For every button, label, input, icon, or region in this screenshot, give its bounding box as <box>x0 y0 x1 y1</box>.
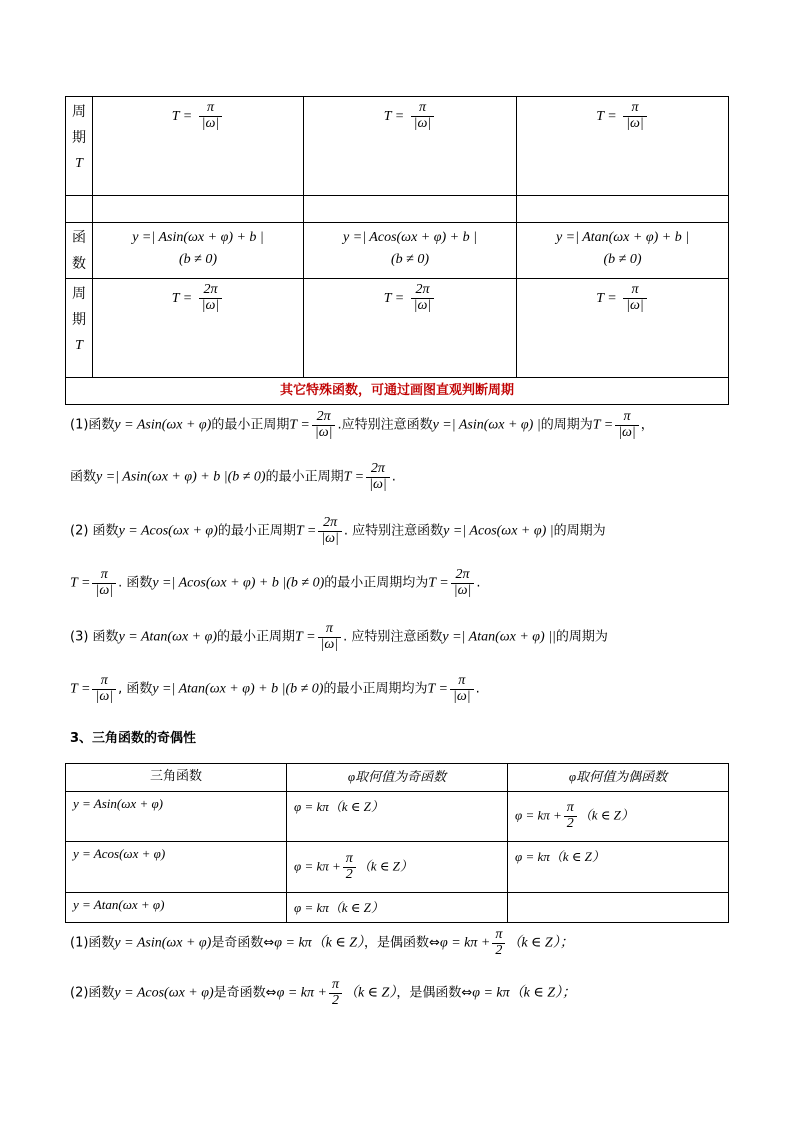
label-char: 期 <box>72 130 86 146</box>
row-even <box>508 792 729 842</box>
text: ， <box>640 417 654 433</box>
numerator: π <box>331 977 339 992</box>
parity-table <box>65 763 729 923</box>
fraction <box>411 101 435 131</box>
text: 的最小正周期均为 <box>324 575 429 591</box>
text: 是奇函数⇔ <box>213 985 277 1001</box>
para-2b <box>70 568 480 598</box>
denominator: 2 <box>343 867 356 883</box>
text: 是奇函数⇔ <box>211 935 275 951</box>
text: .应特别注意函数 <box>337 417 433 433</box>
numerator: 2π <box>415 282 430 297</box>
condition: （k ∈ Z）； <box>509 985 577 1001</box>
footer-note: 其它特殊函数，可通过画图直观判断周期 <box>66 378 729 405</box>
fraction <box>312 410 336 440</box>
numerator: π <box>566 800 574 816</box>
fraction <box>623 283 647 313</box>
fraction <box>450 674 474 704</box>
t-symbol: T = <box>295 523 317 539</box>
period2-cell-cos <box>304 279 517 378</box>
period-label <box>66 97 93 196</box>
period-label <box>66 279 93 378</box>
function-cell-tan <box>517 223 729 279</box>
header-odd <box>287 764 508 792</box>
fraction <box>199 101 223 131</box>
formula: y =| Asin(ωx + φ) + b | <box>96 469 228 485</box>
fraction <box>615 410 639 440</box>
period2-cell-tan <box>517 279 729 378</box>
formula: y = Asin(ωx + φ) <box>114 935 212 951</box>
t-symbol: T = <box>383 291 405 307</box>
text: . <box>391 469 396 485</box>
t-symbol: T = <box>171 109 193 125</box>
row-even <box>508 893 729 923</box>
para-3b <box>70 674 480 704</box>
fraction <box>318 516 342 546</box>
denominator: |ω| <box>92 689 116 705</box>
text: 的最小正周期 <box>217 629 296 645</box>
label-char: 周 <box>72 286 86 302</box>
text: 的周期为 <box>555 629 608 645</box>
denominator: |ω| <box>92 583 116 599</box>
formula: y =| Asin(ωx + φ) | <box>432 417 541 433</box>
text: ，是偶函数⇔ <box>364 935 440 951</box>
t-symbol: T = <box>596 291 617 307</box>
period-row-1 <box>66 97 729 196</box>
t-symbol: T = <box>427 681 448 697</box>
formula: y =| Atan(ωx + φ) + b | <box>152 681 286 697</box>
row-even: φ = kπ（k ∈ Z） <box>508 842 729 893</box>
label-char: 期 <box>72 312 86 328</box>
text: (2)函数 <box>70 985 115 1001</box>
text: (1)函数 <box>70 935 115 951</box>
period-cell-cos <box>304 97 517 196</box>
text: 的最小正周期 <box>265 469 344 485</box>
numerator: 2π <box>203 282 218 297</box>
fraction <box>411 283 435 313</box>
denominator: |ω| <box>318 531 342 547</box>
fraction <box>343 852 356 882</box>
t-symbol: T = <box>343 469 365 485</box>
formula: φ = kπ <box>274 935 312 951</box>
para-1a <box>70 410 654 440</box>
denominator: |ω| <box>615 425 639 441</box>
label-char: 数 <box>72 256 86 272</box>
condition: (b ≠ 0) <box>285 681 324 697</box>
numerator: π <box>458 673 466 688</box>
function-label <box>66 223 93 279</box>
header-text: φ取何值为奇函数 <box>347 769 447 784</box>
condition: (b ≠ 0) <box>227 469 266 485</box>
formula: y = Asin(ωx + φ) <box>114 417 212 433</box>
denominator: |ω| <box>366 477 390 493</box>
numerator: π <box>325 621 333 636</box>
function-formula: y =| Atan(ωx + φ) + b | <box>555 230 690 245</box>
t-symbol: T = <box>70 681 91 697</box>
condition: （k ∈ Z） <box>311 935 365 951</box>
condition: （k ∈ Z） <box>578 808 634 823</box>
function-cell-cos <box>304 223 517 279</box>
denominator: |ω| <box>199 298 223 314</box>
header-text: φ取何值为偶函数 <box>568 769 668 784</box>
denominator: |ω| <box>411 116 435 132</box>
function-cell-sin <box>93 223 304 279</box>
empty-cell <box>66 196 93 223</box>
text: . 应特别注意函数 <box>343 523 444 539</box>
t-symbol: T = <box>592 417 614 433</box>
numerator: π <box>345 850 353 866</box>
function-row <box>66 223 729 279</box>
text: (2) 函数 <box>70 523 119 539</box>
row-odd: φ = kπ（k ∈ Z） <box>287 893 508 923</box>
period2-cell-sin <box>93 279 304 378</box>
text: (1)函数 <box>70 417 115 433</box>
text: . <box>476 575 481 591</box>
text: , 函数 <box>118 681 153 697</box>
header-function: 三角函数 <box>66 764 287 792</box>
fraction <box>199 283 223 313</box>
empty-cell <box>517 196 729 223</box>
text: ，是偶函数⇔ <box>396 985 473 1001</box>
fraction <box>492 928 505 958</box>
formula: φ = kπ <box>472 985 510 1001</box>
numerator: π <box>100 673 108 688</box>
function-condition: (b ≠ 0) <box>603 252 642 267</box>
text: (3) 函数 <box>70 629 119 645</box>
formula: y = Acos(ωx + φ) <box>118 523 218 539</box>
para-1b <box>70 462 396 492</box>
label-char: 函 <box>72 230 86 246</box>
bottom-1 <box>70 928 574 958</box>
period-row-2 <box>66 279 729 378</box>
footer-row <box>66 378 729 405</box>
parity-row-cos <box>66 842 729 893</box>
row-function: y = Atan(ωx + φ) <box>66 893 287 923</box>
numerator: 2π <box>323 515 338 530</box>
fraction <box>564 801 577 831</box>
parity-row-sin <box>66 792 729 842</box>
fraction <box>366 462 390 492</box>
period-cell-sin <box>93 97 304 196</box>
fraction <box>451 568 475 598</box>
numerator: π <box>495 927 503 942</box>
empty-cell <box>304 196 517 223</box>
denominator: |ω| <box>623 298 647 314</box>
condition: （k ∈ Z）； <box>507 935 574 951</box>
numerator: 2π <box>455 567 470 582</box>
formula: φ = kπ + <box>276 985 327 1001</box>
row-function: y = Acos(ωx + φ) <box>66 842 287 893</box>
denominator: |ω| <box>312 425 336 441</box>
formula: φ = kπ + <box>439 935 491 951</box>
t-symbol: T = <box>596 109 617 125</box>
t-symbol: T = <box>383 109 405 125</box>
t-symbol: T = <box>70 575 91 591</box>
formula: y =| Acos(ωx + φ) + b | <box>152 575 287 591</box>
t-symbol: T = <box>295 629 316 645</box>
condition: （k ∈ Z） <box>343 985 397 1001</box>
denominator: |ω| <box>318 637 342 653</box>
label-char: T <box>75 156 83 171</box>
parity-header-row <box>66 764 729 792</box>
row-odd: φ = kπ（k ∈ Z） <box>287 792 508 842</box>
text: . 函数 <box>118 575 153 591</box>
numerator: π <box>631 282 639 297</box>
denominator: 2 <box>329 993 342 1009</box>
denominator: |ω| <box>451 583 475 599</box>
text: 的周期为 <box>540 417 593 433</box>
denominator: |ω| <box>199 116 223 132</box>
formula: φ = kπ + <box>294 858 341 874</box>
empty-cell <box>93 196 304 223</box>
text: 的最小正周期 <box>211 417 290 433</box>
function-condition: (b ≠ 0) <box>390 252 429 267</box>
text: . <box>475 681 480 697</box>
denominator: |ω| <box>450 689 474 705</box>
fraction <box>92 568 116 598</box>
formula: y = Acos(ωx + φ) <box>114 985 214 1001</box>
text: 函数 <box>70 469 97 485</box>
label-char: 周 <box>72 104 86 120</box>
formula: y = Atan(ωx + φ) <box>118 629 218 645</box>
fraction <box>92 674 116 704</box>
t-symbol: T = <box>289 417 310 433</box>
text: 的最小正周期 <box>217 523 296 539</box>
denominator: 2 <box>564 816 577 832</box>
formula: y =| Atan(ωx + φ) || <box>442 629 556 645</box>
numerator: π <box>418 100 426 115</box>
row-odd <box>287 842 508 893</box>
para-2a <box>70 516 606 546</box>
numerator: 2π <box>370 461 385 476</box>
condition: （k ∈ Z） <box>357 858 413 874</box>
text: 的最小正周期均为 <box>323 681 428 697</box>
fraction <box>329 978 342 1008</box>
para-3a <box>70 622 608 652</box>
period-table <box>65 96 729 405</box>
text: . 应特别注意函数 <box>343 629 443 645</box>
formula: y =| Acos(ωx + φ) | <box>443 523 554 539</box>
section-heading: 3、三角函数的奇偶性 <box>70 731 197 746</box>
function-condition: (b ≠ 0) <box>178 252 217 267</box>
numerator: π <box>631 100 639 115</box>
function-formula: y =| Asin(ωx + φ) + b | <box>132 230 264 245</box>
denominator: |ω| <box>411 298 435 314</box>
numerator: π <box>623 409 631 424</box>
numerator: 2π <box>316 409 331 424</box>
denominator: 2 <box>492 943 505 959</box>
formula: φ = kπ + <box>515 808 562 823</box>
t-symbol: T = <box>428 575 449 591</box>
numerator: π <box>100 567 108 582</box>
t-symbol: T = <box>171 291 193 307</box>
fraction <box>623 101 647 131</box>
denominator: |ω| <box>623 116 647 132</box>
bottom-2 <box>70 978 576 1008</box>
numerator: π <box>206 100 214 115</box>
label-char: T <box>75 338 83 353</box>
row-function: y = Asin(ωx + φ) <box>66 792 287 842</box>
text: 的周期为 <box>553 523 606 539</box>
empty-row <box>66 196 729 223</box>
parity-row-tan <box>66 893 729 923</box>
header-even <box>508 764 729 792</box>
period-cell-tan <box>517 97 729 196</box>
fraction <box>318 622 342 652</box>
function-formula: y =| Acos(ωx + φ) + b | <box>343 230 477 245</box>
condition: (b ≠ 0) <box>286 575 325 591</box>
